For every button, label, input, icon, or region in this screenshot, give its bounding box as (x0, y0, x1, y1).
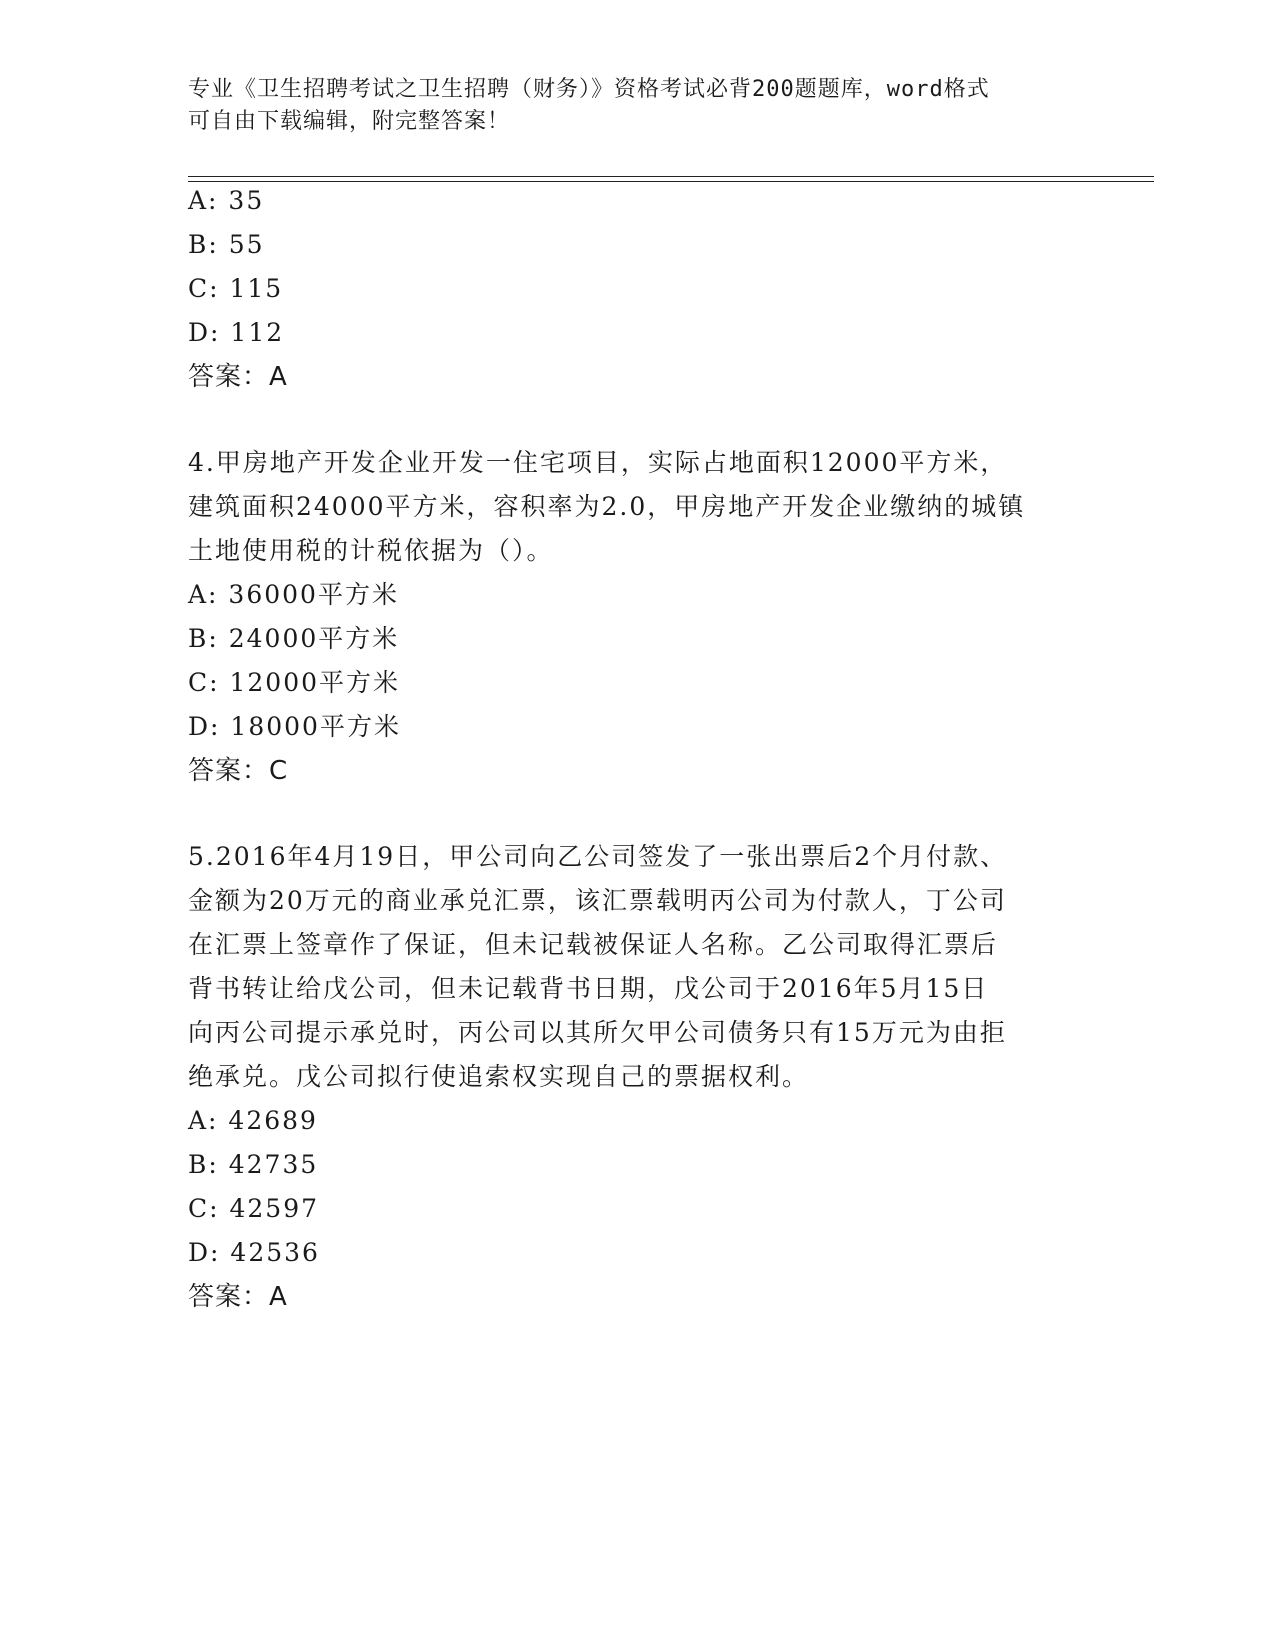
q5-option-a: A: 42689 (188, 1106, 318, 1135)
q3-option-d: D: 112 (188, 318, 285, 347)
q5-text-line-3: 在汇票上签章作了保证，但未记载被保证人名称。乙公司取得汇票后 (188, 930, 999, 959)
q4-option-c: C: 12000平方米 (188, 668, 401, 697)
header-divider-top (188, 176, 1154, 177)
q5-option-c: C: 42597 (188, 1194, 320, 1223)
q5-answer: 答案：A (188, 1282, 288, 1312)
q5-text-line-5: 向丙公司提示承兑时，丙公司以其所欠甲公司债务只有15万元为由拒 (188, 1018, 1007, 1047)
header-line-2: 可自由下载编辑，附完整答案！ (188, 109, 511, 134)
q4-option-d: D: 18000平方米 (188, 712, 401, 741)
q4-option-b: B: 24000平方米 (188, 624, 400, 653)
q3-option-c: C: 115 (188, 274, 284, 303)
q5-option-b: B: 42735 (188, 1150, 319, 1179)
q4-text-line-3: 土地使用税的计税依据为（）。 (188, 536, 554, 565)
q5-text-line-1: 5.2016年4月19日，甲公司向乙公司签发了一张出票后2个月付款、 (188, 842, 1008, 871)
q5-text-line-4: 背书转让给戊公司，但未记载背书日期，戊公司于2016年5月15日 (188, 974, 989, 1003)
q4-option-a: A: 36000平方米 (188, 580, 399, 609)
q4-text-line-2: 建筑面积24000平方米，容积率为2.0，甲房地产开发企业缴纳的城镇 (188, 492, 1026, 521)
document-header (188, 74, 1088, 138)
q5-text-line-2: 金额为20万元的商业承兑汇票，该汇票载明丙公司为付款人，丁公司 (188, 886, 1007, 915)
q3-option-a: A: 35 (188, 186, 265, 215)
header-line-1: 专业《卫生招聘考试之卫生招聘（财务）》资格考试必背200题题库，word格式 (188, 77, 990, 102)
header-divider-bottom (188, 181, 1154, 182)
q4-answer: 答案：C (188, 756, 289, 786)
q3-option-b: B: 55 (188, 230, 265, 259)
q4-text-line-1: 4.甲房地产开发企业开发一住宅项目，实际占地面积12000平方米， (188, 448, 1008, 477)
q5-option-d: D: 42536 (188, 1238, 320, 1267)
q3-answer: 答案：A (188, 362, 288, 392)
q5-text-line-6: 绝承兑。戊公司拟行使追索权实现自己的票据权利。 (188, 1062, 810, 1091)
